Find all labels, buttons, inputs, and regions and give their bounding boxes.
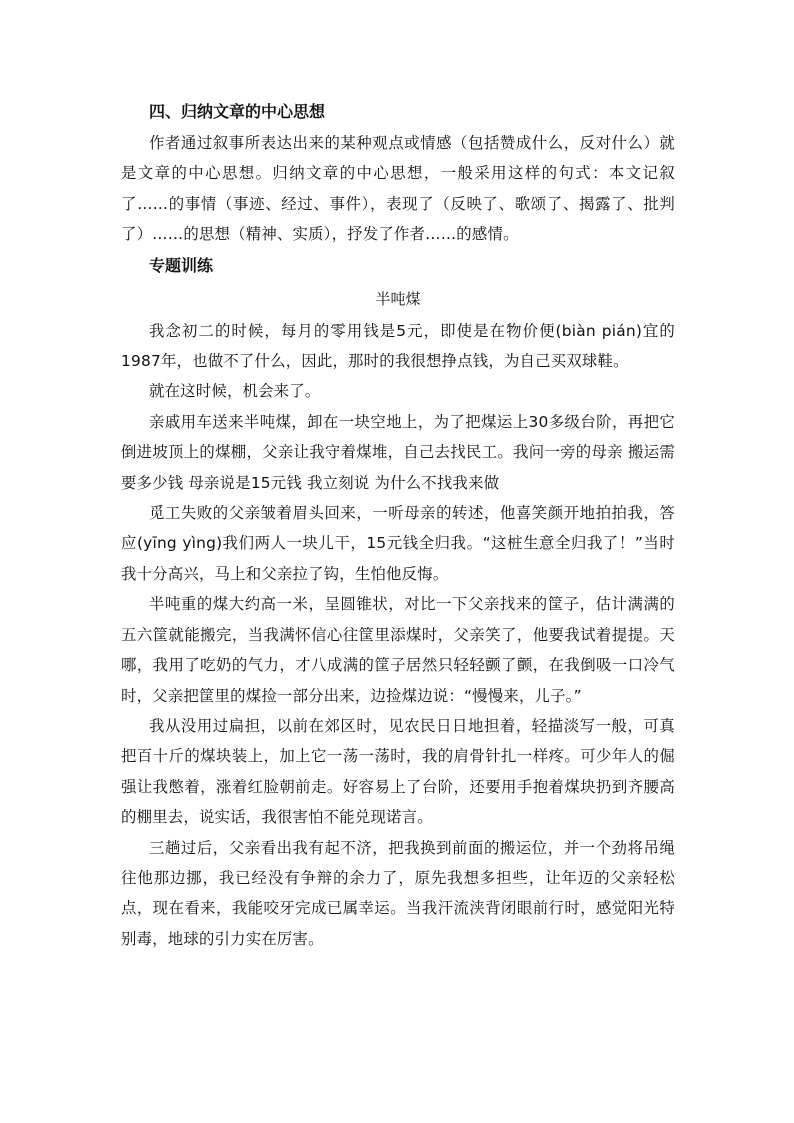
story-paragraph: 半吨重的煤大约高一米，呈圆锥状，对比一下父亲找来的筐子，估计满满的五六筐就能搬完，当我满怀信心往筐里添煤时，父亲笑了，他要我试着提提。天哪，我用了吃奶的气力，才八成满的筐子居然只轻轻颤了颤，在我倒吸一口冷气时，父亲把筐里的煤捡一部分出来，边捡煤边说：“慢慢来，儿子。” (121, 595, 675, 705)
section-paragraph: 作者通过叙事所表达出来的某种观点或情感（包括赞成什么，反对什么）就是文章的中心思想。归纳文章的中心思想，一般采用这样的句式：本文记叙了……的事情（事迹、经过、事件），表现了（反映了、歌颂了、揭露了、批判了）……的思想（精神、实质），抒发了作者……的感情。 (121, 134, 675, 244)
story-paragraph: 觅工失败的父亲皱着眉头回来，一听母亲的转述，他喜笑颜开地拍拍我，答应(yīng yìng)我们两人一块儿干，15元钱全归我。“这桩生意全归我了！”当时我十分高兴，马上和父亲拉了钩，生怕他反悔。 (121, 504, 675, 583)
story-paragraph: 就在这时候，机会来了。 (149, 382, 321, 401)
story-title: 半吨煤 (375, 289, 421, 308)
document-content (121, 96, 675, 954)
story-paragraph: 三趟过后，父亲看出我有起不济，把我换到前面的搬运位，并一个劲将吊绳往他那边挪，我已经没有争辩的余力了，原先我想多担些，让年迈的父亲轻松点，现在看来，我能咬牙完成已属幸运。当我汗流浃背闭眼前行时，感觉阳光特别毒，地球的引力实在厉害。 (121, 838, 675, 948)
training-heading: 专题训练 (149, 255, 214, 275)
story-paragraph: 我念初二的时候，每月的零用钱是5元，即使是在物价便(biàn pián)宜的1987年，也做不了什么，因此，那时的我很想挣点钱，为自己买双球鞋。 (121, 321, 675, 371)
section-heading: 四、归纳文章的中心思想 (149, 102, 326, 121)
story-paragraph: 亲戚用车送来半吨煤，卸在一块空地上，为了把煤运上30多级台阶，再把它倒进坡顶上的煤棚，父亲让我守着煤堆，自己去找民工。我问一旁的母亲 搬运需要多少钱 母亲说是15元钱 我立刻说 为什么不找我来做 (121, 412, 675, 492)
story-paragraph: 我从没用过扁担，以前在郊区时，见农民日日地担着，轻描淡写一般，可真把百十斤的煤块装上，加上它一荡一荡时，我的肩骨针扎一样疼。可少年人的倔强让我憋着，涨着红脸朝前走。好容易上了台阶，还要用手抱着煤块扔到齐腰高的棚里去，说实话，我很害怕不能兑现诺言。 (121, 716, 675, 827)
